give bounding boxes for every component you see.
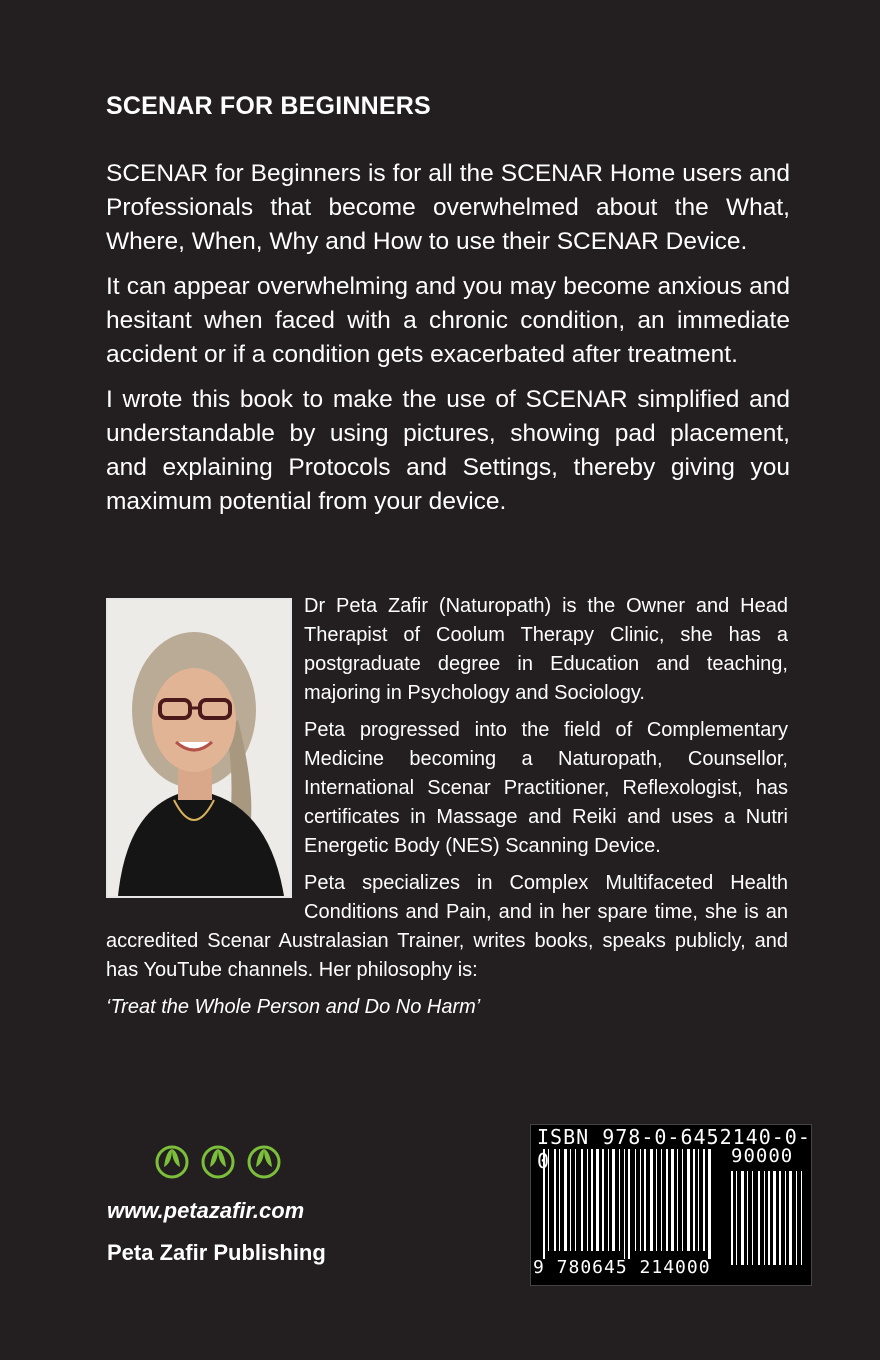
addon-bar xyxy=(764,1171,765,1265)
author-portrait-image xyxy=(108,600,290,896)
addon-bar xyxy=(758,1171,760,1265)
addon-bar xyxy=(752,1171,753,1265)
addon-bar xyxy=(773,1171,776,1265)
author-bio-2: Peta progressed into the field of Complementary Medicine becoming a Naturopath, Counsellor, International Scenar Practitioner, Reflexologist, has certificates in Massage and Reiki and uses a Nutri Energetic Body (NES) Scanning Device. xyxy=(304,719,788,857)
addon-bar xyxy=(731,1171,733,1265)
publisher-logo xyxy=(152,1143,288,1181)
author-quote: ‘Treat the Whole Person and Do No Harm’ xyxy=(106,996,481,1018)
addon-bar xyxy=(779,1171,781,1265)
isbn-label: ISBN 978-0-6452140-0-0 xyxy=(537,1125,811,1173)
addon-bar xyxy=(785,1171,786,1265)
author-bio-3: Peta specializes in Complex Multifaceted Health Conditions and Pain, and in her spare time, she is an accredited Scenar Australasian Trainer, writes books, speaks publicly, and has YouTube channels. Her philosophy is: xyxy=(106,872,788,981)
leaf-logo-icon xyxy=(152,1143,288,1181)
intro-section xyxy=(106,157,790,530)
author-bio-1: Dr Peta Zafir (Naturopath) is the Owner and Head Therapist of Coolum Therapy Clinic, she has a postgraduate degree in Education and teaching, majoring in Psychology and Sociology. xyxy=(304,595,788,704)
addon-bar xyxy=(768,1171,770,1265)
intro-paragraph-3: I wrote this book to make the use of SCENAR simplified and understandable by using pictures, showing pad placement, and explaining Protocols and Settings, thereby giving you maximum potential from your device. xyxy=(106,386,790,515)
addon-bar xyxy=(801,1171,802,1265)
barcode-addon-code: 90000 xyxy=(731,1145,794,1167)
intro-paragraph-2: It can appear overwhelming and you may become anxious and hesitant when faced with a chronic condition, an immediate accident or if a condition gets exacerbated after treatment. xyxy=(106,273,790,368)
addon-bar xyxy=(741,1171,744,1265)
addon-bar xyxy=(789,1171,792,1265)
publisher-website: www.petazafir.com xyxy=(107,1198,305,1223)
addon-bar xyxy=(796,1171,797,1265)
intro-paragraph-1: SCENAR for Beginners is for all the SCENAR Home users and Professionals that become overwhelmed about the What, Where, When, Why and How to use their SCENAR Device. xyxy=(106,160,790,255)
author-section xyxy=(106,592,788,1030)
book-title: SCENAR FOR BEGINNERS xyxy=(106,92,431,120)
publisher-name: Peta Zafir Publishing xyxy=(107,1240,326,1265)
barcode-ean-digits: 9 780645 214000 xyxy=(533,1257,711,1278)
isbn-barcode xyxy=(530,1124,812,1286)
author-photo xyxy=(106,598,292,898)
addon-bar xyxy=(736,1171,737,1265)
addon-bar xyxy=(747,1171,748,1265)
